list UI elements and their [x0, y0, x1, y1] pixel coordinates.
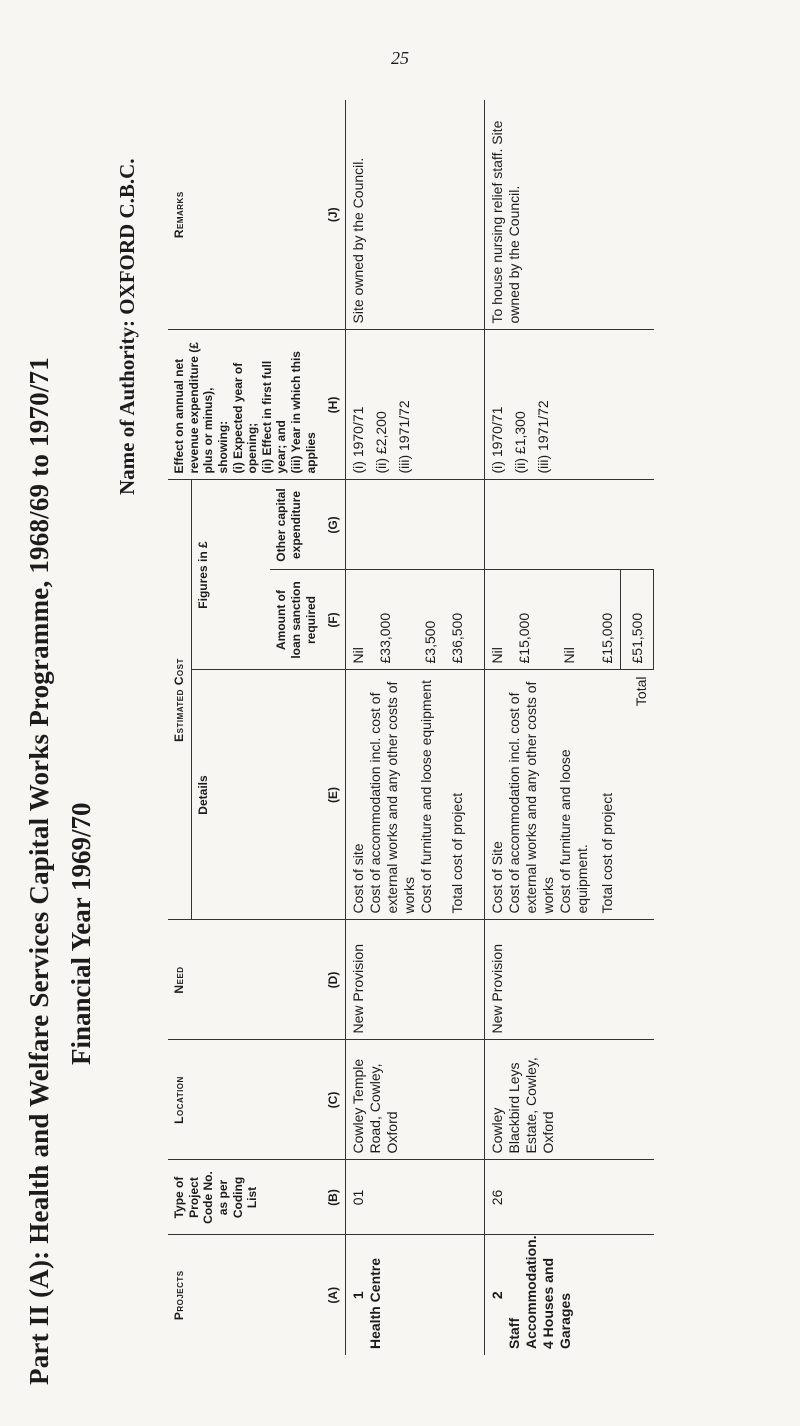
need-cell: New Provision [345, 920, 445, 1040]
other-capital-cell [345, 480, 445, 570]
other-capital-cell [484, 480, 595, 570]
project-cell: 2 Staff Accommodation. 4 Houses and Garages [488, 1235, 573, 1349]
total-amount: £36,500 [445, 570, 470, 670]
page-number: 25 [391, 48, 409, 68]
document-title: Part II (A): Health and Welfare Services Capital Works Programme, 1968/69 to 1970/71 [24, 357, 54, 1385]
remarks-cell: To house nursing relief staff. Site owned by the Council. [484, 100, 595, 330]
location-cell: Cowley Temple Road, Cowley, Oxford [345, 1040, 445, 1160]
figures-in-label: Figures in £ [191, 480, 270, 670]
rotated-sheet [0, 65, 760, 1395]
col-type-code: Type of Project Code No. as per Coding List [168, 1160, 270, 1235]
location-cell: Cowley Blackbird Leys Estate, Cowley, Oxford [484, 1040, 595, 1160]
loan-amount-cell: Nil £33,000 £3,500 [345, 570, 445, 670]
total-label: Total cost of project [445, 670, 470, 920]
col-location: Location [168, 1040, 270, 1160]
grand-total-row [621, 100, 654, 1355]
code-cell: 26 [484, 1160, 595, 1235]
project-cell: 1 Health Centre [349, 1257, 383, 1349]
table-row-total [445, 100, 470, 1355]
code-cell: 01 [345, 1160, 445, 1235]
table-row [484, 100, 595, 1355]
grand-total-label: Total [632, 676, 649, 707]
table-row [345, 100, 445, 1355]
col-other-capital: Other capital expenditure [270, 480, 322, 570]
financial-year: Financial Year 1969/70 [66, 802, 96, 1065]
effect-cell: (i) 1970/71 (ii) £1,300 (iii) 1971/72 [484, 330, 595, 480]
effect-cell: (i) 1970/71 (ii) £2,200 (iii) 1971/72 [345, 330, 445, 480]
details-cell: Cost of Site Cost of accommodation incl. cost of external works and any other costs of works Cost of furniture and loose equipment. [484, 670, 595, 920]
need-cell: New Provision [484, 920, 595, 1040]
total-amount: £15,000 [595, 570, 621, 670]
col-need: Need [168, 920, 270, 1040]
col-projects: Projects [172, 1270, 186, 1321]
authority-name: Name of Authority: OXFORD C.B.C. [115, 158, 139, 495]
remarks-cell: Site owned by the Council. [345, 100, 445, 330]
column-letter-row: (A) (B) (C) (D) (E) (F) (G) (H) (J) [322, 100, 345, 1355]
col-loan: Amount of loan sanction required [270, 570, 322, 670]
col-details: Details [191, 670, 322, 920]
col-remarks: Remarks [168, 100, 322, 330]
grand-total-amount: £51,500 [621, 570, 654, 670]
col-effect: Effect on annual net revenue expenditure (£ plus or minus), showing: (i) Expected year of opening; (ii) Effect in first full year; and (iii) Year in which this applies [168, 330, 322, 480]
loan-amount-cell: Nil £15,000 Nil [484, 570, 595, 670]
col-estimated-cost: Estimated Cost [168, 480, 191, 920]
table-row-total [595, 100, 621, 1355]
details-cell: Cost of site Cost of accommodation incl. cost of external works and any other costs of works Cost of furniture and loose equipment [345, 670, 445, 920]
capital-works-table [168, 100, 654, 1355]
total-label: Total cost of project [595, 670, 621, 920]
heading-block [0, 65, 170, 1395]
